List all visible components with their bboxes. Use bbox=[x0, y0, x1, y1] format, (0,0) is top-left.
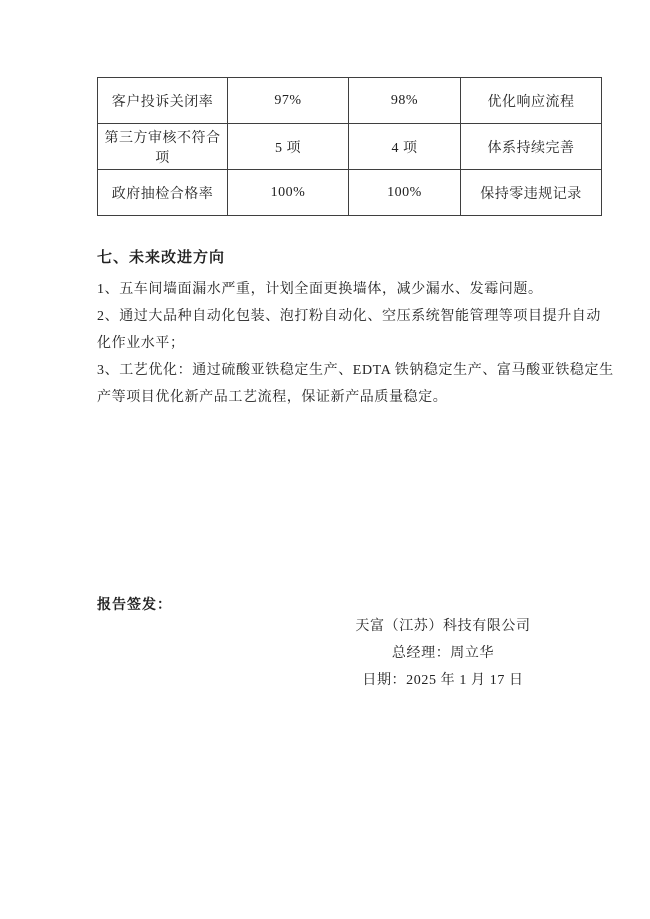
date-line: 日期：2025 年 1 月 17 日 bbox=[362, 673, 524, 688]
paragraph-line: 2、通过大品种自动化包装、泡打粉自动化、空压系统智能管理等项目提升自动 bbox=[97, 309, 601, 324]
metrics-table bbox=[97, 77, 602, 216]
note-cell: 体系持续完善 bbox=[461, 124, 602, 170]
value-cell: 98% bbox=[349, 78, 461, 124]
section-heading: 七、未来改进方向 bbox=[97, 250, 226, 266]
paragraph-line: 产等项目优化新产品工艺流程，保证新产品质量稳定。 bbox=[97, 390, 448, 405]
value-cell: 100% bbox=[228, 170, 349, 216]
metric-cell: 客户投诉关闭率 bbox=[98, 78, 228, 124]
future-improvements-section bbox=[97, 249, 614, 411]
paragraph-line: 化作业水平； bbox=[97, 336, 185, 351]
paragraph bbox=[97, 276, 581, 303]
table-row bbox=[98, 78, 602, 124]
value-cell: 100% bbox=[349, 170, 461, 216]
metric-cell: 第三方审核不符合项 bbox=[98, 124, 228, 170]
manager-line: 总经理：周立华 bbox=[391, 646, 495, 661]
report-sign-label: 报告签发： bbox=[97, 598, 172, 613]
table-row bbox=[98, 170, 602, 216]
metric-cell: 政府抽检合格率 bbox=[98, 170, 228, 216]
note-cell: 保持零违规记录 bbox=[461, 170, 602, 216]
value-cell: 4 项 bbox=[349, 124, 461, 170]
table-row bbox=[98, 124, 602, 170]
paragraph bbox=[97, 357, 614, 411]
paragraph-line: 1、五车间墙面漏水严重，计划全面更换墙体，减少漏水、发霉问题。 bbox=[97, 282, 543, 297]
value-cell: 5 项 bbox=[228, 124, 349, 170]
value-cell: 97% bbox=[228, 78, 349, 124]
company-name: 天富（江苏）科技有限公司 bbox=[355, 619, 531, 634]
paragraph bbox=[97, 303, 601, 357]
paragraph-line: 3、工艺优化：通过硫酸亚铁稳定生产、EDTA 铁钠稳定生产、富马酸亚铁稳定生 bbox=[97, 363, 614, 378]
note-cell: 优化响应流程 bbox=[461, 78, 602, 124]
signature-block bbox=[316, 613, 570, 694]
